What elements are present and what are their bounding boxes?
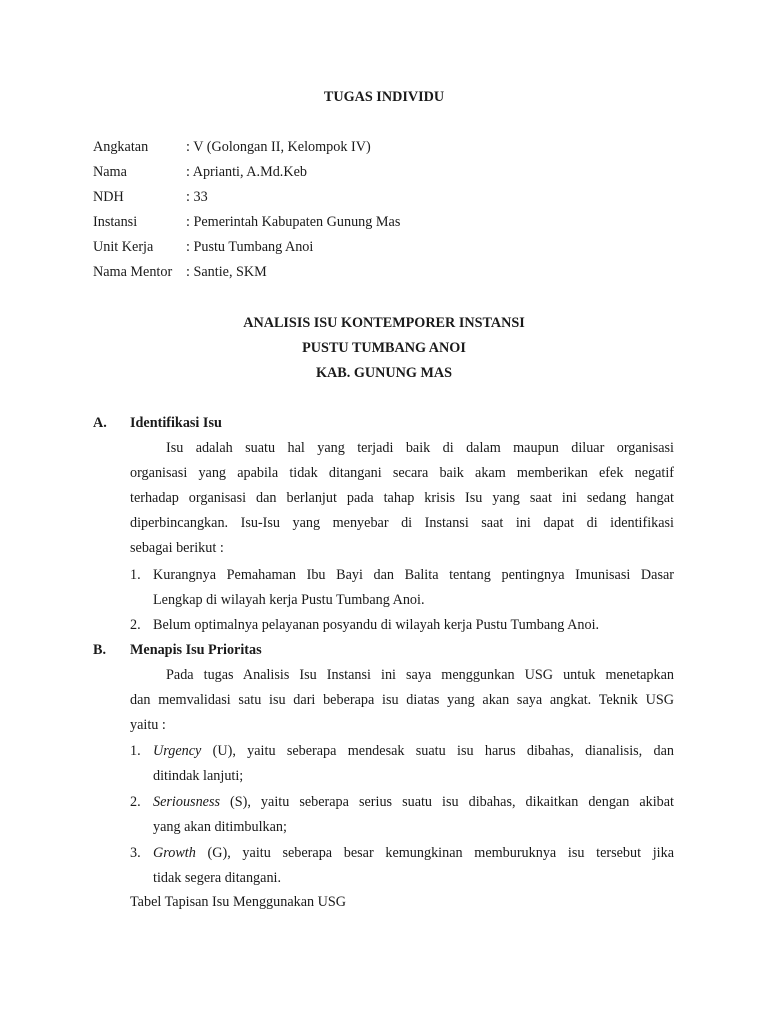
usg-term: Urgency [153,743,202,759]
section-a-item-text: Belum optimalnya pelayanan posyandu di wilayah kerja Pustu Tumbang Anoi. [153,617,600,633]
section-a-paragraph-line: sebagai berikut : [130,540,224,556]
section-b-item-number: 1. [130,743,141,759]
section-b-item-continuation: ditindak lanjuti; [153,768,244,784]
section-a-title: Identifikasi Isu [130,415,222,431]
info-label-unit-kerja: Unit Kerja [93,239,154,255]
section-b-item-number: 3. [130,845,141,861]
usg-description: (G), yaitu seberapa besar kemungkinan memburuknya isu tersebut jika [195,845,674,861]
info-label-instansi: Instansi [93,214,138,230]
section-b-paragraph-line: dan memvalidasi satu isu dari beberapa isu diatas yang akan saya angkat. Teknik USG [130,692,674,708]
usg-description: (U), yaitu seberapa mendesak suatu isu harus dibahas, dianalisis, dan [201,743,674,759]
section-b-item-continuation: yang akan ditimbulkan; [153,819,287,835]
document-title: TUGAS INDIVIDU [323,89,445,105]
section-b-letter: B. [93,642,107,658]
section-b-paragraph-line: yaitu : [130,717,166,733]
info-label-ndh: NDH [93,189,124,205]
section-b-item-line [153,793,674,811]
info-value-nama-mentor: : Santie, SKM [186,264,267,280]
section-a-item-number: 2. [130,617,141,633]
section-a-letter: A. [93,415,107,431]
info-label-nama-mentor: Nama Mentor [93,264,173,280]
heading-line-3: KAB. GUNUNG MAS [316,365,452,381]
heading-line-2: PUSTU TUMBANG ANOI [302,340,466,356]
section-b-item-line [153,742,674,760]
section-b-item-line [153,844,674,862]
usg-term: Seriousness [153,794,220,810]
info-value-nama: : Aprianti, A.Md.Keb [186,164,307,180]
info-label-nama: Nama [93,164,127,180]
section-a-paragraph-line: Isu adalah suatu hal yang terjadi baik di dalam maupun diluar organisasi [166,440,674,456]
info-label-angkatan: Angkatan [93,139,149,155]
section-a-paragraph-line: organisasi yang apabila tidak ditangani secara baik akam memberikan efek negatif [130,465,674,481]
section-a-item-number: 1. [130,567,141,583]
section-a-item-text: Kurangnya Pemahaman Ibu Bayi dan Balita tentang pentingnya Imunisasi Dasar [153,567,674,583]
info-value-angkatan: : V (Golongan II, Kelompok IV) [186,139,371,155]
info-value-unit-kerja: : Pustu Tumbang Anoi [186,239,314,255]
section-b-item-number: 2. [130,794,141,810]
section-a-paragraph-line: diperbincangkan. Isu-Isu yang menyebar di Instansi saat ini dapat di identifikasi [130,515,674,531]
section-b-item-continuation: tidak segera ditangani. [153,870,282,886]
heading-line-1: ANALISIS ISU KONTEMPORER INSTANSI [243,315,525,331]
info-value-ndh: : 33 [186,189,208,205]
section-a-paragraph-line: terhadap organisasi dan berlanjut pada tahap krisis Isu yang saat ini sedang hangat [130,490,674,506]
info-value-instansi: : Pemerintah Kabupaten Gunung Mas [186,214,401,230]
usg-description: (S), yaitu seberapa serius suatu isu dibahas, dikaitkan dengan akibat [220,794,674,810]
section-b-paragraph-line: Pada tugas Analisis Isu Instansi ini saya menggunkan USG untuk menetapkan [166,667,674,683]
table-caption: Tabel Tapisan Isu Menggunakan USG [130,894,347,910]
section-b-title: Menapis Isu Prioritas [130,642,262,658]
section-a-item-text: Lengkap di wilayah kerja Pustu Tumbang Anoi. [153,592,425,608]
usg-term: Growth [153,845,196,861]
